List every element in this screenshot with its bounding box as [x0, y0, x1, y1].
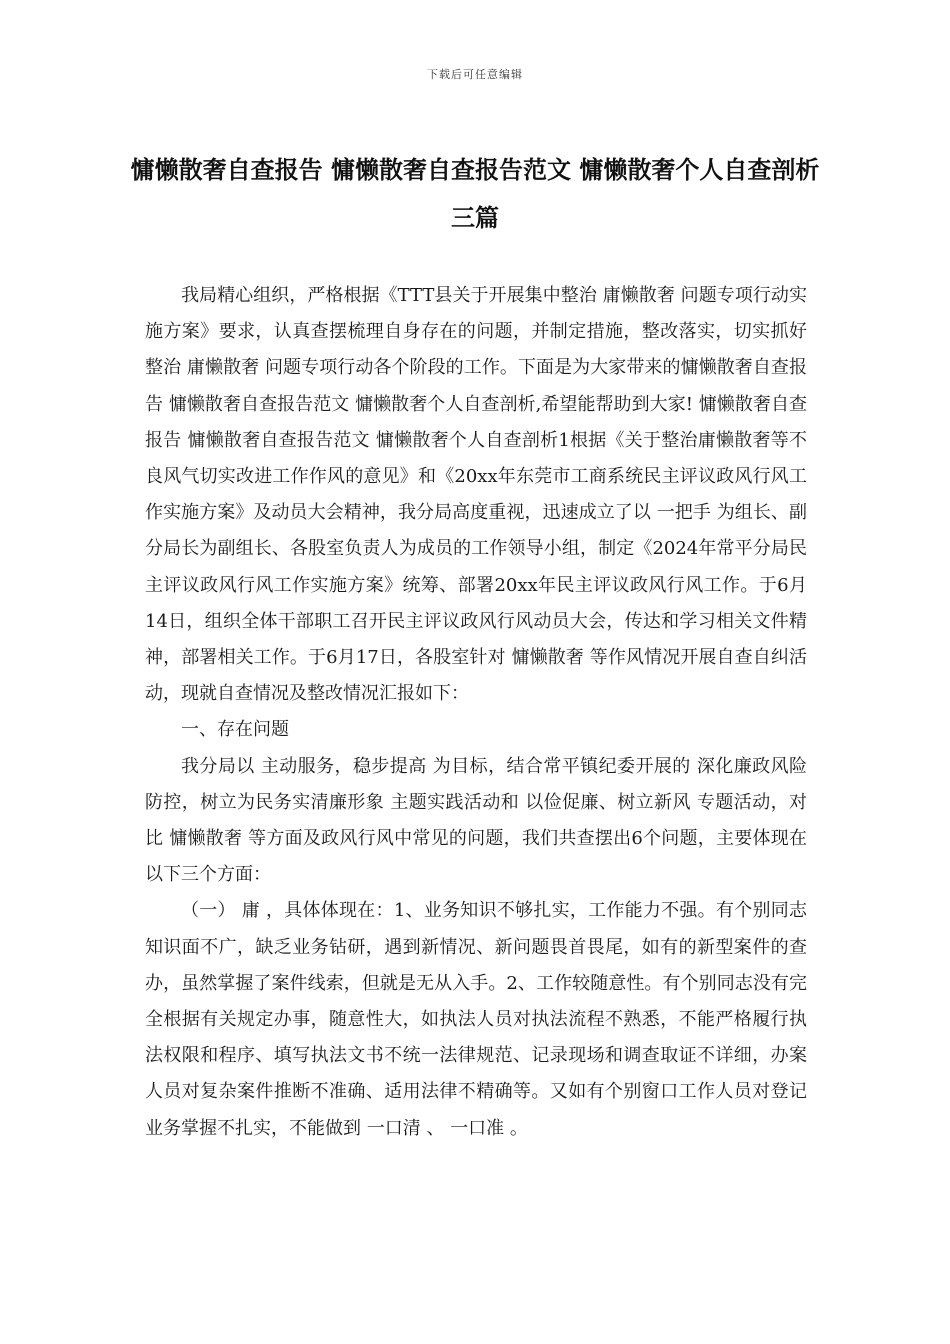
paragraph-mediocrity: （一） 庸 ，具体体现在：1、业务知识不够扎实，工作能力不强。有个别同志知识面不广，缺乏业务钻研，遇到新情况、新问题畏首畏尾，如有的新型案件的查办，虽然掌握了案件线索，但就是无从入手。2、工作较随意性。有个别同志没有完全根据有关规定办事，随意性大，如执法人员对执法流程不熟悉，不能严格履行执法权限和程序、填写执法文书不统一法律规范、记录现场和调查取证不详细，办案人员对复杂案件推断不准确、适用法律不精确等。又如有个别窗口工作人员对登记业务掌握不扎实，不能做到 一口清 、 一口准 。 — [145, 900, 807, 1139]
paragraph-intro: 我局精心组织，严格根据《TTT县关于开展集中整治 庸懒散奢 问题专项行动实施方案》要求，认真查摆梳理自身存在的问题，并制定措施，整改落实，切实抓好整治 庸懒散奢 问题专项行动各个阶段的工作。下面是为大家带来的慵懒散奢自查报告 慵懒散奢自查报告范文 慵懒散奢个人自查剖析,希望能帮助到大家! 慵懒散奢自查报告 慵懒散奢自查报告范文 慵懒散奢个人自查剖析1根据《关于整治庸懒散奢等不良风气切实改进工作作风的意见》和《20xx年东莞市工商系统民主评议政风行风工作实施方案》及动员大会精神，我分局高度重视，迅速成立了以 一把手 为组长、副分局长为副组长、各股室负责人为成员的工作领导小组，制定《2024年常平分局民主评议政风行风工作实施方案》统筹、部署20xx年民主评议政风行风工作。于6月14日，组织全体干部职工召开民主评议政风行风动员大会，传达和学习相关文件精神，部署相关工作。于6月17日，各股室针对 慵懒散奢 等作风情况开展自查自纠活动，现就自查情况及整改情况汇报如下： — [145, 285, 807, 705]
paragraph-problems-overview: 我分局以 主动服务，稳步提高 为目标，结合常平镇纪委开展的 深化廉政风险防控，树立为民务实清廉形象 主题实践活动和 以俭促廉、树立新风 专题活动，对比 慵懒散奢 等方面及政风行风中常见的问题，我们共查摆出6个问题，主要体现在以下三个方面： — [145, 755, 807, 886]
document-title: 慵懒散奢自查报告 慵懒散奢自查报告范文 慵懒散奢个人自查剖析三篇 — [130, 156, 820, 232]
section-heading-problems: 一、存在问题 — [181, 719, 289, 741]
download-note: 下载后可任意编辑 — [427, 68, 523, 81]
document-body — [145, 278, 807, 1147]
